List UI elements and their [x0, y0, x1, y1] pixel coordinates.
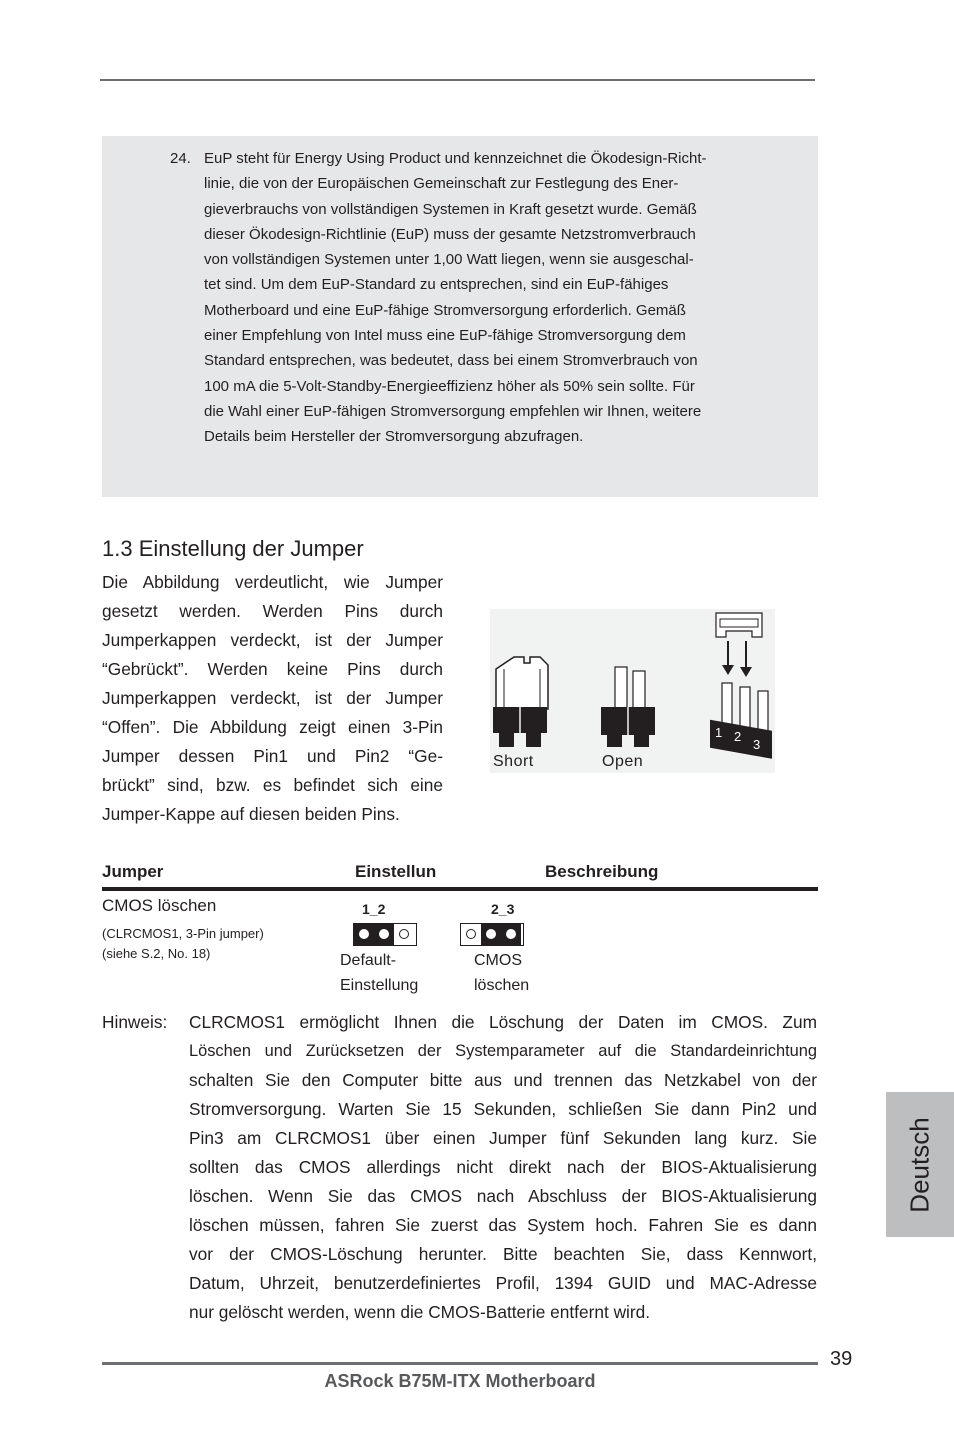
table-header-rule [102, 887, 818, 891]
note-line: einer Empfehlung von Intel muss eine EuP-fähige Stromversorgung dem [204, 327, 686, 345]
page-number: 39 [830, 1348, 853, 1370]
row-jumper-sub2: (siehe S.2, No. 18) [102, 946, 211, 961]
three-pin-jumper-icon [710, 613, 772, 759]
note-line: dieser Ökodesign-Richtlinie (EuP) muss der gesamte Netzstromverbrauch [204, 225, 696, 243]
pin-number-1: 1 [715, 725, 723, 740]
hinweis-line: sollten das CMOS allerdings nicht direkt nach der BIOS-Aktualisierung [189, 1157, 817, 1177]
hinweis-line: löschen. Wenn Sie das CMOS nach Abschluss der BIOS-Aktualisierung [189, 1186, 817, 1206]
hinweis-line: nur gelöscht werden, wenn die CMOS-Batterie entfernt wird. [189, 1302, 651, 1322]
label-open: Open [602, 753, 644, 770]
label-short: Short [493, 753, 534, 770]
jumper-pins-clear [460, 923, 524, 946]
note-line: die Wahl einer EuP-fähigen Stromversorgung empfehlen wir Ihnen, weitere [204, 402, 702, 420]
note-line: 100 mA die 5-Volt-Standby-Energieeffizienz höher als 50% sein sollte. Für [204, 377, 695, 395]
hinweis-label: Hinweis: [102, 1012, 168, 1032]
note-line: von vollständigen Systemen unter 1,00 Watt liegen, wenn sie ausgeschal- [204, 251, 694, 269]
clear-label-1: CMOS [474, 952, 522, 969]
hinweis-line: Datum, Uhrzeit, benutzerdefiniertes Profil, 1394 GUID und MAC-Adresse [189, 1273, 817, 1293]
default-label-2: Einstellung [340, 977, 419, 994]
hinweis-line: Stromversorgung. Warten Sie 15 Sekunden, schließen Sie dann Pin2 und [189, 1099, 817, 1119]
language-side-tab [886, 1092, 954, 1237]
default-label-1: Default- [340, 952, 397, 969]
intro-line: “Offen”. Die Abbildung zeigt einen 3-Pin [102, 717, 443, 737]
th-description: Beschreibung [545, 862, 659, 881]
jumper-illustration [490, 609, 775, 773]
note-number: 24. [170, 150, 191, 167]
intro-line: brückt” sind, bzw. es befindet sich eine [102, 775, 443, 795]
intro-line: Jumper-Kappe auf diesen beiden Pins. [102, 804, 400, 824]
pin-label-1-2: 1_2 [362, 901, 386, 917]
intro-line: Die Abbildung verdeutlicht, wie Jumper [102, 572, 443, 592]
clear-label-2: löschen [474, 977, 530, 994]
language-label: Deutsch [904, 1116, 935, 1213]
jumper-pins-default [353, 923, 417, 946]
hinweis-line: löschen müssen, fahren Sie zuerst das System hoch. Fahren Sie es dann [189, 1215, 817, 1235]
hinweis-paragraph [189, 1008, 817, 1327]
intro-line: gesetzt werden. Werden Pins durch [102, 601, 443, 621]
intro-line: “Gebrückt”. Werden keine Pins durch [102, 659, 443, 679]
note-line: tet sind. Um dem EuP-Standard zu entsprechen, sind ein EuP-fähiges [204, 276, 669, 294]
note-text [204, 146, 779, 450]
intro-line: Jumper dessen Pin1 und Pin2 “Ge- [102, 746, 443, 766]
intro-line: Jumperkappen verdeckt, ist der Jumper [102, 630, 443, 650]
note-line: Motherboard und eine EuP-fähige Stromversorgung erforderlich. Gemäß [204, 301, 686, 319]
hinweis-line: CLRCMOS1 ermöglicht Ihnen die Löschung der Daten im CMOS. Zum [189, 1012, 817, 1032]
section-title: 1.3 Einstellung der Jumper [102, 536, 364, 561]
th-setting: Einstellun [355, 862, 437, 881]
note-line: gieverbrauchs von vollständigen Systemen in Kraft gesetzt wurde. Gemäß [204, 200, 697, 218]
note-line: Standard entsprechen, was bedeutet, dass bei einem Stromverbrauch von [204, 352, 698, 370]
intro-paragraph [102, 568, 443, 829]
bottom-rule [102, 1362, 818, 1365]
pin-number-3: 3 [753, 737, 761, 752]
pin-capped [374, 924, 394, 945]
note-line: EuP steht für Energy Using Product und kennzeichnet die Ökodesign-Richt- [204, 150, 707, 167]
jumper-diagram-icon [490, 609, 775, 773]
pin-number-2: 2 [734, 729, 742, 744]
row-jumper-sub1: (CLRCMOS1, 3-Pin jumper) [102, 926, 264, 941]
short-jumper-icon [493, 657, 548, 747]
note-line: linie, die von der Europäischen Gemeinschaft zur Festlegung des Ener- [204, 175, 679, 193]
pin-capped [481, 924, 501, 945]
open-jumper-icon [601, 667, 655, 747]
top-rule [100, 79, 815, 81]
row-jumper-name: CMOS löschen [102, 896, 217, 915]
pin-open [461, 924, 481, 945]
hinweis-line: schalten Sie den Computer bitte aus und trennen das Netzkabel von der [189, 1070, 817, 1090]
intro-line: Jumperkappen verdeckt, ist der Jumper [102, 688, 443, 708]
hinweis-line: vor der CMOS-Löschung herunter. Bitte beachten Sie, dass Kennwort, [189, 1244, 817, 1264]
note-line: Details beim Hersteller der Stromversorgung abzufragen. [204, 428, 584, 446]
pin-capped [501, 924, 521, 945]
pin-label-2-3: 2_3 [491, 901, 515, 917]
th-jumper: Jumper [102, 862, 164, 881]
pin-capped [354, 924, 374, 945]
hinweis-line: Pin3 am CLRCMOS1 über einen Jumper fünf Sekunden lang kurz. Sie [189, 1128, 817, 1148]
footer-title: ASRock B75M-ITX Motherboard [324, 1371, 596, 1391]
hinweis-line: Löschen und Zurücksetzen der Systemparameter auf die Standardeinrichtung [189, 1042, 817, 1060]
pin-open [394, 924, 414, 945]
